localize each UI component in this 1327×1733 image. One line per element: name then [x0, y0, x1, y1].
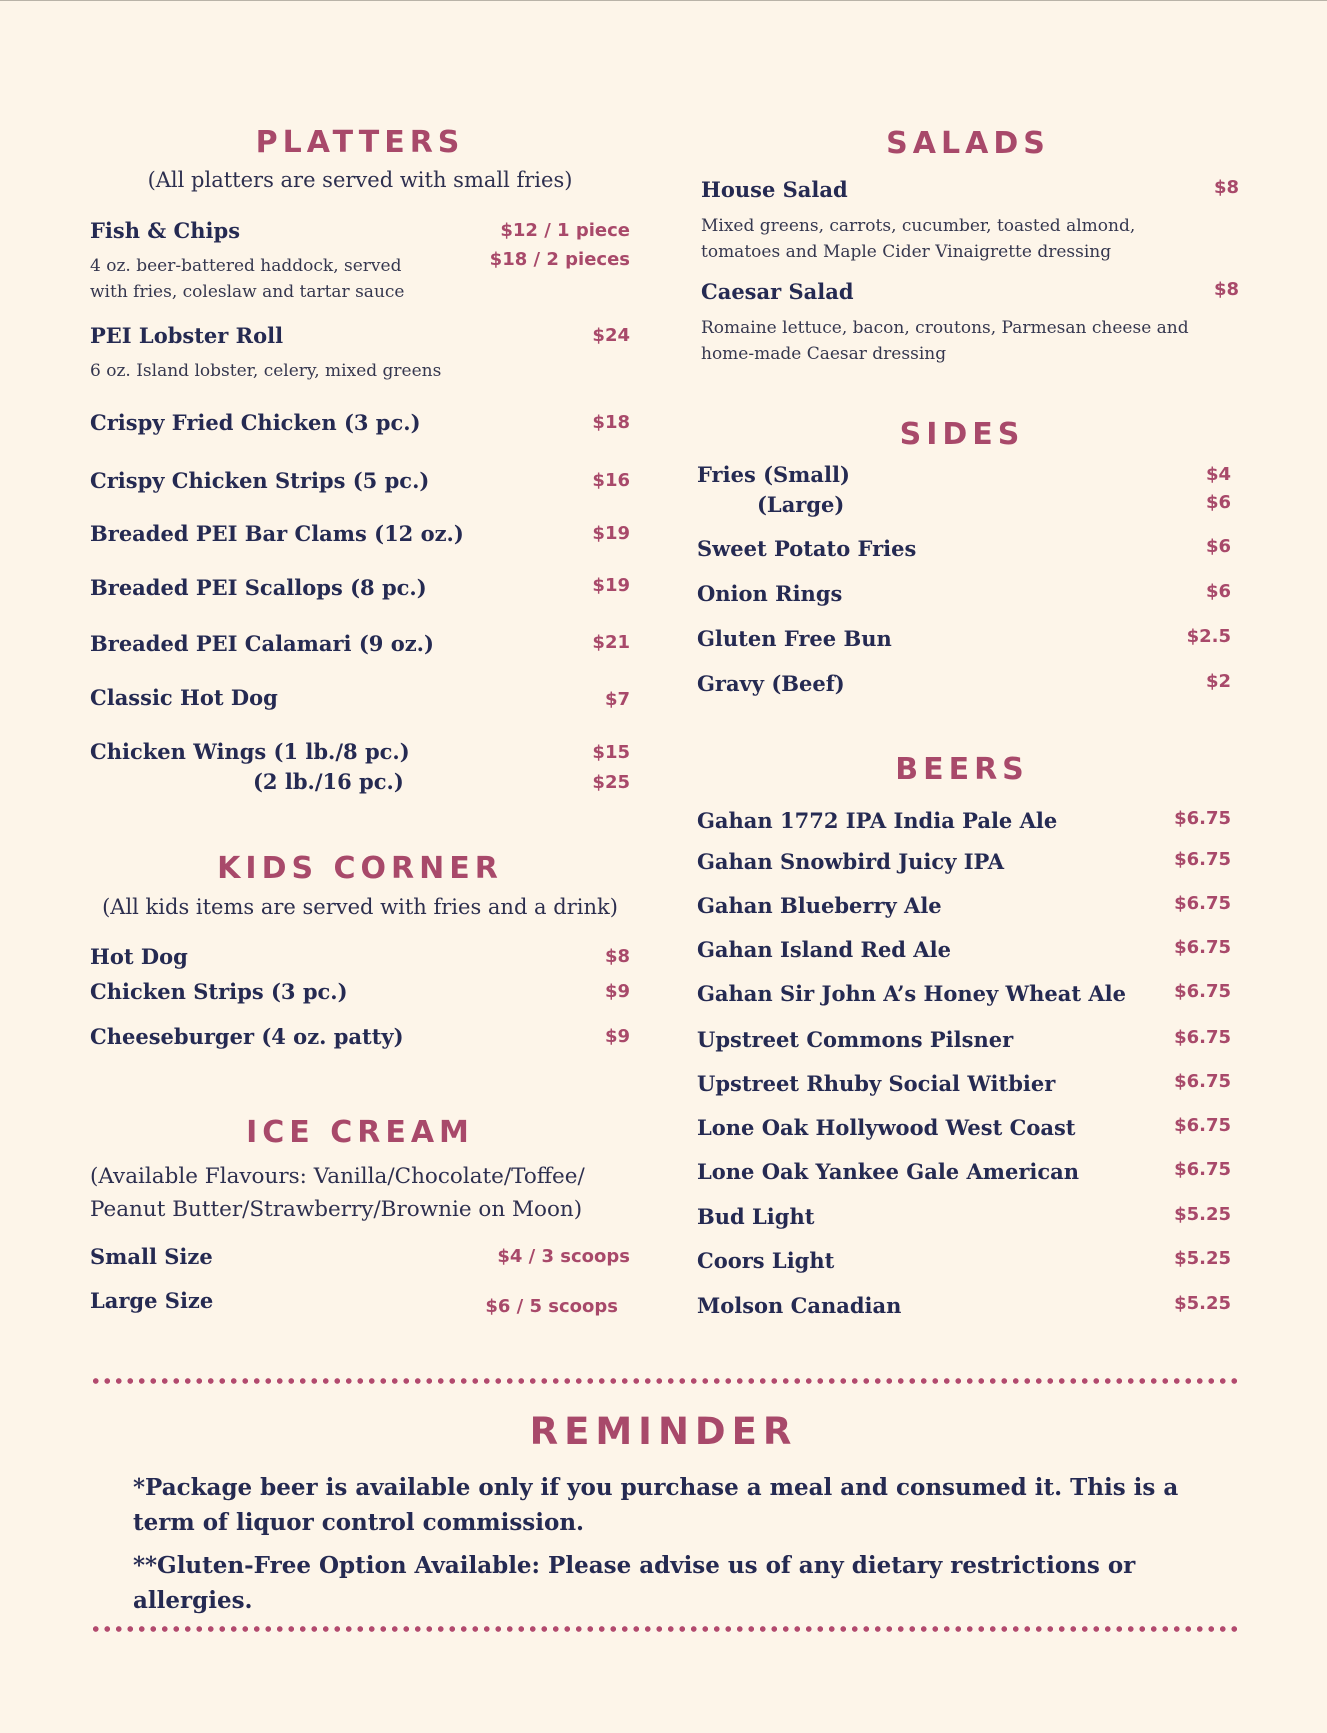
item-name: Sweet Potato Fries — [697, 536, 917, 561]
item-price: $6 — [1205, 536, 1231, 557]
item-name-alt: (2 lb./16 pc.) — [253, 769, 404, 794]
dotted-divider-top — [90, 1377, 1240, 1385]
item-name: Caesar Salad — [701, 279, 854, 304]
menu-item — [90, 944, 630, 969]
item-name: PEI Lobster Roll — [90, 323, 284, 348]
beer-name: Gahan Snowbird Juicy IPA — [697, 849, 1005, 874]
beer-item — [697, 1204, 1231, 1229]
menu-item — [697, 581, 1231, 606]
item-price: $9 — [604, 1026, 630, 1047]
menu-item-lobster-roll — [90, 323, 630, 381]
item-price: $4 — [1205, 464, 1231, 485]
menu-item-fries — [697, 462, 1231, 517]
item-name: Gravy (Beef) — [697, 671, 845, 696]
item-price-alt: $6 — [1205, 492, 1231, 513]
item-price: $4 / 3 scoops — [497, 1246, 630, 1267]
menu-item — [697, 671, 1231, 696]
beer-item — [697, 1159, 1231, 1184]
item-price: $6 — [1205, 581, 1231, 602]
item-price-alt: $18 / 2 pieces — [489, 249, 630, 270]
item-name: House Salad — [701, 177, 848, 202]
menu-item-house-salad — [701, 177, 1239, 262]
beer-name: Molson Canadian — [697, 1293, 902, 1318]
item-description: Mixed greens, carrots, cucumber, toasted almond, tomatoes and Maple Cider Vinaigrette dressing — [701, 216, 1136, 262]
menu-item — [90, 1024, 630, 1049]
kids-note: (All kids items are served with fries and a drink) — [102, 895, 618, 919]
item-price: $12 / 1 piece — [500, 220, 630, 241]
salads-title: SALADS — [886, 126, 1050, 161]
reminder-gluten-free: **Gluten-Free Option Available: Please advise us of any dietary restrictions or allergies. — [133, 1552, 1136, 1614]
item-name: Breaded PEI Bar Clams (12 oz.) — [90, 521, 464, 546]
beer-price: $6.75 — [1174, 1159, 1231, 1180]
menu-item — [90, 468, 630, 493]
item-price: $8 — [1213, 279, 1239, 300]
beer-name: Lone Oak Yankee Gale American — [697, 1159, 1080, 1184]
item-name-alt: (Large) — [757, 492, 845, 517]
item-name: Hot Dog — [90, 944, 188, 969]
item-price: $8 — [1213, 177, 1239, 198]
item-price: $2.5 — [1186, 626, 1231, 647]
beer-item — [697, 1248, 1231, 1273]
item-name: Onion Rings — [697, 581, 843, 606]
beer-name: Gahan 1772 IPA India Pale Ale — [697, 808, 1058, 833]
beer-item — [697, 937, 1231, 962]
item-price: $19 — [592, 523, 630, 544]
ice-cream-note: (Available Flavours: Vanilla/Chocolate/Toffee/ Peanut Butter/Strawberry/Brownie on Moon) — [90, 1164, 585, 1222]
menu-item — [90, 1288, 630, 1317]
dotted-divider-bottom — [90, 1625, 1240, 1633]
beers-title: BEERS — [895, 752, 1029, 787]
menu-item — [90, 631, 630, 656]
item-price: $18 — [592, 412, 630, 433]
menu-item — [90, 1244, 630, 1269]
menu-item — [90, 521, 630, 546]
beer-item — [697, 1027, 1231, 1052]
beer-item — [697, 1071, 1231, 1096]
item-price: $21 — [592, 632, 630, 653]
platters-title: PLATTERS — [255, 125, 465, 160]
beer-name: Gahan Blueberry Ale — [697, 893, 942, 918]
item-price-alt: $25 — [592, 772, 630, 793]
menu-item-fish-chips — [90, 218, 630, 302]
beer-name: Bud Light — [697, 1204, 815, 1229]
item-name: Classic Hot Dog — [90, 685, 278, 710]
beer-price: $5.25 — [1174, 1293, 1231, 1314]
item-price: $6 / 5 scoops — [485, 1296, 618, 1317]
top-border — [0, 0, 1327, 1]
item-price: $8 — [604, 946, 630, 967]
item-price: $19 — [592, 575, 630, 596]
platters-note: (All platters are served with small fries) — [147, 168, 573, 192]
beer-name: Gahan Island Red Ale — [697, 937, 951, 962]
menu-item — [90, 410, 630, 435]
reminder-title: REMINDER — [529, 1410, 798, 1453]
item-name: Chicken Wings (1 lb./8 pc.) — [90, 739, 410, 764]
menu-item-caesar-salad — [701, 279, 1239, 364]
item-description: 4 oz. beer-battered haddock, served with fries, coleslaw and tartar sauce — [90, 256, 405, 302]
item-price: $16 — [592, 470, 630, 491]
beer-item — [697, 1293, 1231, 1318]
item-name: Crispy Fried Chicken (3 pc.) — [90, 410, 421, 435]
beer-name: Upstreet Rhuby Social Witbier — [697, 1071, 1056, 1096]
item-price: $15 — [592, 742, 630, 763]
beer-name: Lone Oak Hollywood West Coast — [697, 1115, 1076, 1140]
menu-item — [90, 685, 630, 710]
item-name: Breaded PEI Calamari (9 oz.) — [90, 631, 434, 656]
beer-price: $6.75 — [1174, 893, 1231, 914]
beer-price: $6.75 — [1174, 937, 1231, 958]
menu-item-chicken-wings — [90, 739, 630, 794]
item-price: $9 — [604, 981, 630, 1002]
beer-price: $6.75 — [1174, 1071, 1231, 1092]
menu-item — [90, 979, 630, 1004]
beer-item — [697, 849, 1231, 874]
menu-item — [697, 536, 1231, 561]
item-name: Cheeseburger (4 oz. patty) — [90, 1024, 404, 1049]
sides-title: SIDES — [899, 417, 1025, 452]
beer-price: $6.75 — [1174, 808, 1231, 829]
reminder-package-beer: *Package beer is available only if you purchase a meal and consumed it. This is a term of liquor control commission. — [133, 1474, 1179, 1536]
beer-price: $6.75 — [1174, 1027, 1231, 1048]
beer-price: $6.75 — [1174, 1115, 1231, 1136]
item-price: $2 — [1205, 671, 1231, 692]
kids-title: KIDS CORNER — [217, 851, 503, 886]
beer-price: $5.25 — [1174, 1248, 1231, 1269]
item-price: $7 — [604, 689, 630, 710]
item-name: Fries (Small) — [697, 462, 850, 487]
beer-name: Upstreet Commons Pilsner — [697, 1027, 1014, 1052]
menu-item — [697, 626, 1231, 651]
beer-price: $6.75 — [1174, 981, 1231, 1002]
beer-item — [697, 981, 1231, 1006]
beer-item — [697, 1115, 1231, 1140]
item-name: Large Size — [90, 1288, 214, 1313]
menu-item — [90, 575, 630, 600]
beer-price: $6.75 — [1174, 849, 1231, 870]
item-name: Gluten Free Bun — [697, 626, 892, 651]
item-name: Breaded PEI Scallops (8 pc.) — [90, 575, 427, 600]
beer-name: Gahan Sir John A’s Honey Wheat Ale — [697, 981, 1127, 1006]
beer-item — [697, 893, 1231, 918]
beer-item — [697, 808, 1231, 833]
item-description: Romaine lettuce, bacon, croutons, Parmesan cheese and home-made Caesar dressing — [701, 318, 1189, 364]
item-description: 6 oz. Island lobster, celery, mixed greens — [90, 361, 442, 381]
item-name: Fish & Chips — [90, 218, 241, 243]
beer-price: $5.25 — [1174, 1204, 1231, 1225]
ice-cream-title: ICE CREAM — [246, 1115, 474, 1150]
item-price: $24 — [592, 325, 630, 346]
item-name: Chicken Strips (3 pc.) — [90, 979, 348, 1004]
beer-name: Coors Light — [697, 1248, 835, 1273]
item-name: Small Size — [90, 1244, 213, 1269]
item-name: Crispy Chicken Strips (5 pc.) — [90, 468, 430, 493]
